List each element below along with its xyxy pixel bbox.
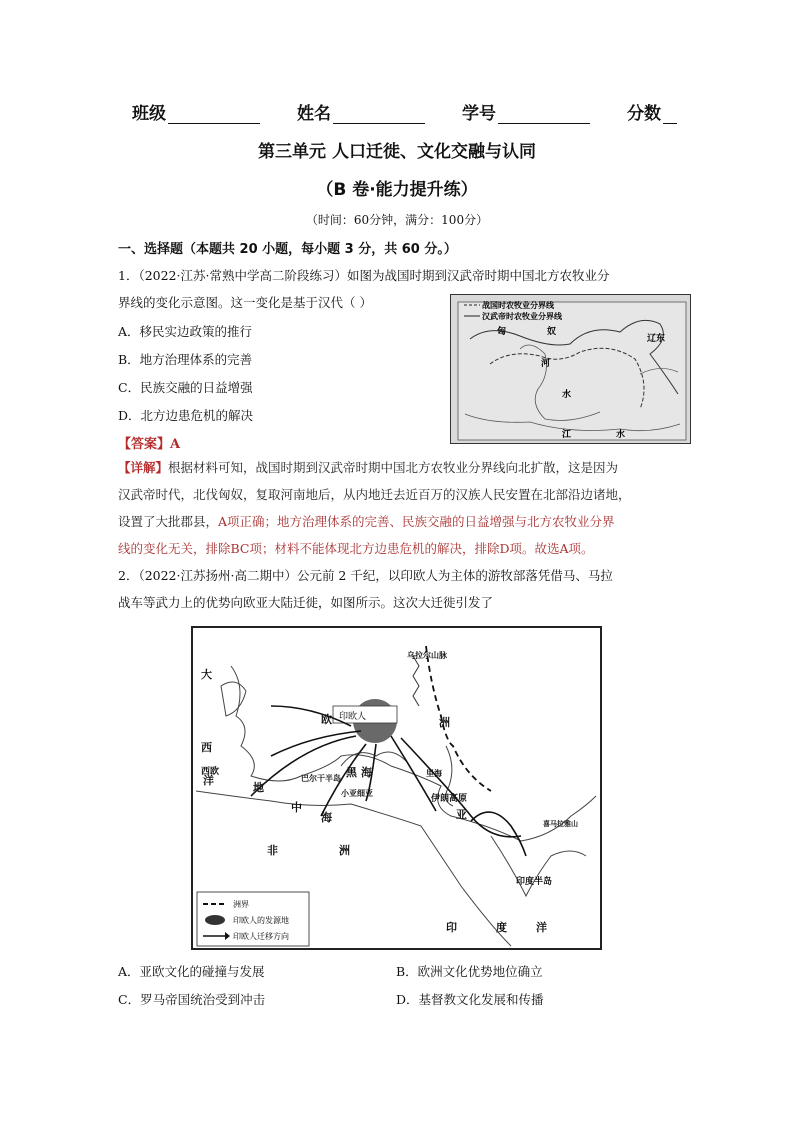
score-field[interactable]: 分数 <box>627 99 677 124</box>
label-hai2: 海 <box>321 811 332 824</box>
legend-warring-states: 战国时农牧业分界线 <box>482 301 554 310</box>
label-indian-peninsula: 印度半岛 <box>516 877 553 887</box>
label-ya: 亚 <box>456 808 467 821</box>
label-western-europe: 西欧 <box>201 767 220 777</box>
label-ural: 乌拉尔山脉 <box>407 650 447 660</box>
label-zhou: 洲 <box>439 716 450 729</box>
label-caspian: 里海 <box>426 768 442 778</box>
paper-subtitle: （B 卷·能力提升练） <box>316 180 478 200</box>
label-asia-minor: 小亚细亚 <box>341 788 373 798</box>
q2-indo-european-migration-map <box>191 626 602 950</box>
q1-option-b[interactable]: B．地方治理体系的完善 <box>118 352 253 367</box>
label-fei: 非 <box>267 844 278 857</box>
q1-option-a[interactable]: A．移民实边政策的推行 <box>118 324 253 339</box>
legend-direction: 印欧人迁移方向 <box>233 932 289 941</box>
q1-stem-line1: 1．（2022·江苏·常熟中学高二阶段练习）如图为战国时期到汉武帝时期中国北方农牧业分 <box>118 268 610 283</box>
label-yin: 印 <box>446 921 457 934</box>
q1-stem-line2: 界线的变化示意图。这一变化是基于汉代（ ） <box>118 295 372 310</box>
label-yang2: 洋 <box>536 921 547 934</box>
q2-stem-line2: 战车等武力上的优势向欧亚大陆迁徙，如图所示。这次大迁徙引发了 <box>118 595 494 610</box>
q1-option-c[interactable]: C．民族交融的日益增强 <box>118 380 253 395</box>
q1-answer: 【答案】A <box>118 437 181 452</box>
legend-boundary: 洲界 <box>233 900 249 909</box>
label-hei: 黑 <box>346 766 357 779</box>
q1-agri-boundary-map <box>450 294 691 444</box>
label-jiang: 江 <box>562 430 572 440</box>
label-hai1: 海 <box>361 766 372 779</box>
label-shui2: 水 <box>616 430 626 440</box>
label-iranian-plateau: 伊朗高原 <box>431 794 468 804</box>
label-ou: 欧 <box>321 713 332 726</box>
class-field[interactable]: 班级 <box>132 99 260 124</box>
label-da: 大 <box>201 668 212 681</box>
section-heading: 一、选择题（本题共 20 小题，每小题 3 分，共 60 分。） <box>118 242 457 257</box>
label-zhong: 中 <box>291 801 302 814</box>
q1-explanation: 【详解】根据材料可知，战国时期到汉武帝时期中国北方农牧业分界线向北扩散，这是因为 汉武帝时代，北伐匈奴，复取河南地后，从内地迁去近百万的汉族人民安置在北部沿边诸地， 设置了大批郡县，A项正确；地方治理体系的完善、民族交融的日益增强与北方农牧业分界 线的变化无关，排除BC项；材料不能体现北方边患危机的解决，排除D项。故选A项。 <box>118 460 631 556</box>
q2-option-b[interactable]: B．欧洲文化优势地位确立 <box>396 964 543 979</box>
q2-option-c[interactable]: C．罗马帝国统治受到冲击 <box>118 992 266 1007</box>
label-himalaya: 喜马拉雅山 <box>543 819 578 828</box>
q2-option-d[interactable]: D．基督教文化发展和传播 <box>396 992 544 1007</box>
label-nu: 奴 <box>547 327 557 337</box>
label-xi: 西 <box>201 741 212 754</box>
label-zhou2: 洲 <box>339 844 350 857</box>
label-du: 度 <box>496 921 507 934</box>
legend-han-wudi: 汉武帝时农牧业分界线 <box>482 312 562 321</box>
label-liaodong: 辽东 <box>647 334 666 344</box>
student-info-header <box>132 98 677 124</box>
label-yang: 洋 <box>203 774 214 787</box>
migration-map-legend <box>197 892 309 946</box>
label-di: 地 <box>253 781 264 794</box>
name-field[interactable]: 姓名 <box>297 99 425 124</box>
time-score-note: （时间：60分钟，满分：100分） <box>305 213 489 227</box>
label-balkan: 巴尔干半岛 <box>301 773 341 783</box>
legend-origin: 印欧人的发源地 <box>233 916 289 925</box>
q2-stem-line1: 2．（2022·江苏扬州·高二期中）公元前 2 千纪，以印欧人为主体的游牧部落凭借马、马拉 <box>118 568 613 583</box>
label-shui1: 水 <box>562 390 572 400</box>
q2-option-a[interactable]: A．亚欧文化的碰撞与发展 <box>118 964 265 979</box>
student-id-field[interactable]: 学号 <box>462 99 590 124</box>
label-origin: 印欧人 <box>339 712 367 722</box>
unit-title: 第三单元 人口迁徙、文化交融与认同 <box>258 142 536 162</box>
label-he: 河 <box>541 359 551 369</box>
label-xiong: 匈 <box>497 327 507 337</box>
q1-option-d[interactable]: D．北方边患危机的解决 <box>118 408 254 423</box>
